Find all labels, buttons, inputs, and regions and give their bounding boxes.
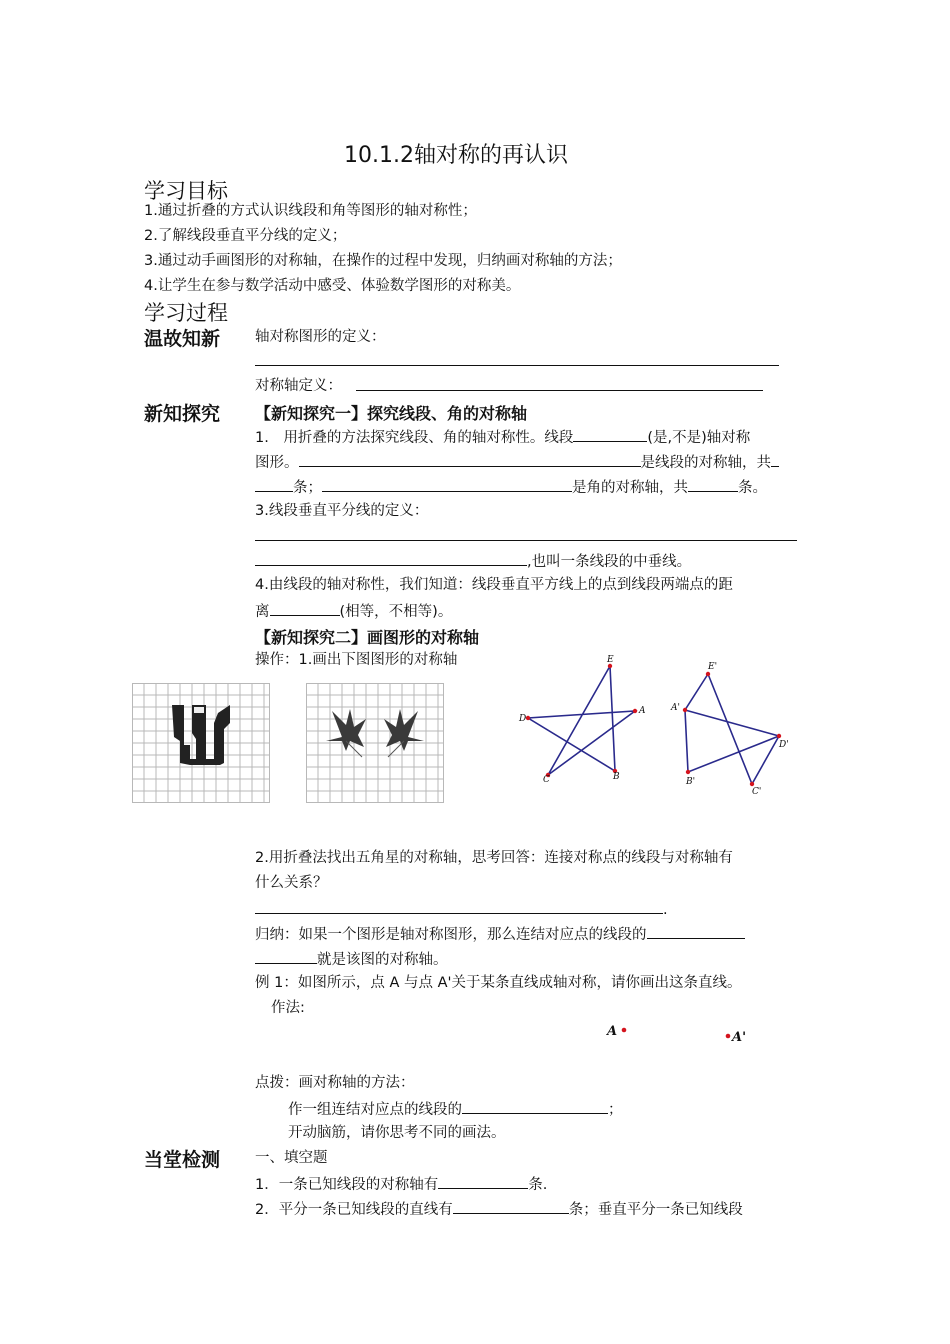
blank[interactable]: [573, 424, 647, 442]
star-point-label: E: [607, 655, 614, 665]
tip-item-2: 开动脑筋，请你思考不同的画法。: [288, 1125, 506, 1141]
point-a-prime-label: A': [732, 1030, 747, 1045]
question-text: .: [663, 902, 668, 918]
summary-line-1: [255, 921, 745, 948]
question-text: 条；: [293, 480, 322, 496]
question-text: 1. 用折叠的方法探究线段、角的轴对称性。线段: [255, 430, 574, 446]
objectives-heading: 学习目标: [144, 179, 228, 203]
symmetric-figure-definition-label: 轴对称图形的定义：: [255, 329, 386, 345]
blank[interactable]: [462, 1096, 608, 1114]
question-text: 是线段的对称轴，共: [640, 455, 771, 471]
tip-text: ；: [608, 1102, 623, 1118]
question-text: (是,不是)轴对称: [647, 430, 751, 446]
tip-heading: 点拨：画对称轴的方法：: [255, 1075, 415, 1091]
point-a: [622, 1028, 627, 1033]
blank[interactable]: [438, 1171, 528, 1189]
blank[interactable]: [255, 548, 527, 566]
question-1-line-3: [255, 474, 767, 501]
star-point-label: B: [613, 772, 620, 782]
question-text: 1．一条已知线段的对称轴有: [255, 1177, 439, 1193]
question-3-line-2: [255, 548, 691, 575]
point-a-prime: [726, 1034, 731, 1039]
question-text: (相等，不相等)。: [339, 604, 453, 620]
objective-item: 2.了解线段垂直平分线的定义；: [144, 228, 347, 244]
blank[interactable]: [270, 598, 340, 616]
answer-line[interactable]: [255, 540, 797, 541]
objective-item: 4.让学生在参与数学活动中感受、体验数学图形的对称美。: [144, 278, 521, 294]
blank[interactable]: [688, 474, 738, 492]
objective-item: 3.通过动手画图形的对称轴，在操作的过程中发现，归纳画对称轴的方法；: [144, 253, 622, 269]
operation-1: 操作：1.画出下图图形的对称轴: [255, 652, 458, 668]
explore-label: 新知探究: [144, 403, 221, 425]
blank[interactable]: [322, 474, 572, 492]
question-4-line-2: [255, 598, 452, 625]
star-point-label: A': [671, 703, 680, 713]
star-point-label: D': [779, 740, 789, 750]
point-a-label: A: [607, 1024, 618, 1039]
check-label: 当堂检测: [144, 1149, 221, 1171]
star-point-label: D: [519, 714, 527, 724]
star-point-label: E': [708, 662, 718, 672]
question-text: 条；垂直平分一条已知线段: [568, 1202, 743, 1218]
answer-line[interactable]: [356, 390, 763, 391]
question-1-line-1: [255, 424, 750, 451]
process-heading: 学习过程: [144, 301, 228, 325]
question-1-line-2: [255, 449, 779, 476]
fill-blank-heading: 一、填空题: [255, 1150, 328, 1166]
grid-figure-w: [132, 683, 270, 803]
star-point-label: C': [752, 787, 762, 797]
blank[interactable]: [255, 946, 317, 964]
summary-text: 归纳：如果一个图形是轴对称图形，那么连结对应点的线段的: [255, 927, 647, 943]
question-text: 2．平分一条已知线段的直线有: [255, 1202, 453, 1218]
check-question-1: [255, 1171, 547, 1198]
question-2-line-2: 什么关系？: [255, 875, 328, 891]
question-text: 条。: [738, 480, 767, 496]
blank[interactable]: [255, 896, 663, 914]
blank[interactable]: [647, 921, 745, 939]
question-4-line-1: 4.由线段的轴对称性，我们知道：线段垂直平方线上的点到线段两端点的距: [255, 577, 733, 593]
blank[interactable]: [299, 449, 641, 467]
blank[interactable]: [453, 1196, 569, 1214]
method-label: 作法:: [271, 1000, 305, 1016]
question-text: 是角的对称轴，共: [572, 480, 688, 496]
question-text: 条.: [528, 1177, 548, 1193]
grid-figure-leaves: [306, 683, 444, 803]
check-question-2: [255, 1196, 743, 1223]
explore-two-title: 【新知探究二】画图形的对称轴: [255, 628, 480, 647]
pentagram-figure-reflected: [670, 662, 800, 797]
answer-line[interactable]: [255, 365, 779, 366]
star-point-label: C: [543, 775, 550, 785]
objective-item: 1.通过折叠的方式认识线段和角等图形的轴对称性；: [144, 203, 477, 219]
question-text: ,也叫一条线段的中垂线。: [527, 554, 692, 570]
axis-definition-label: 对称轴定义：: [255, 378, 342, 394]
question-2-answer: [255, 896, 668, 923]
explore-one-title: 【新知探究一】探究线段、角的对称轴: [255, 404, 528, 423]
summary-line-2: [255, 946, 448, 973]
tip-text: 作一组连结对应点的线段的: [288, 1102, 462, 1118]
star-point-label: A: [639, 706, 646, 716]
review-label: 温故知新: [144, 328, 221, 350]
page-title: 10.1.2轴对称的再认识: [344, 143, 568, 168]
tip-item-1: [288, 1096, 623, 1123]
question-text: 图形。: [255, 455, 299, 471]
blank[interactable]: [771, 449, 779, 467]
question-text: 离: [255, 604, 270, 620]
question-2-line-1: 2.用折叠法找出五角星的对称轴，思考回答：连接对称点的线段与对称轴有: [255, 850, 733, 866]
star-point-label: B': [686, 777, 696, 787]
example-1: 例 1：如图所示，点 A 与点 A'关于某条直线成轴对称，请你画出这条直线。: [255, 975, 742, 991]
question-3: 3.线段垂直平分线的定义：: [255, 503, 429, 519]
summary-text: 就是该图的对称轴。: [317, 952, 448, 968]
blank[interactable]: [255, 474, 293, 492]
pentagram-figure: [515, 655, 650, 785]
point-pair-figure: [600, 1018, 760, 1050]
